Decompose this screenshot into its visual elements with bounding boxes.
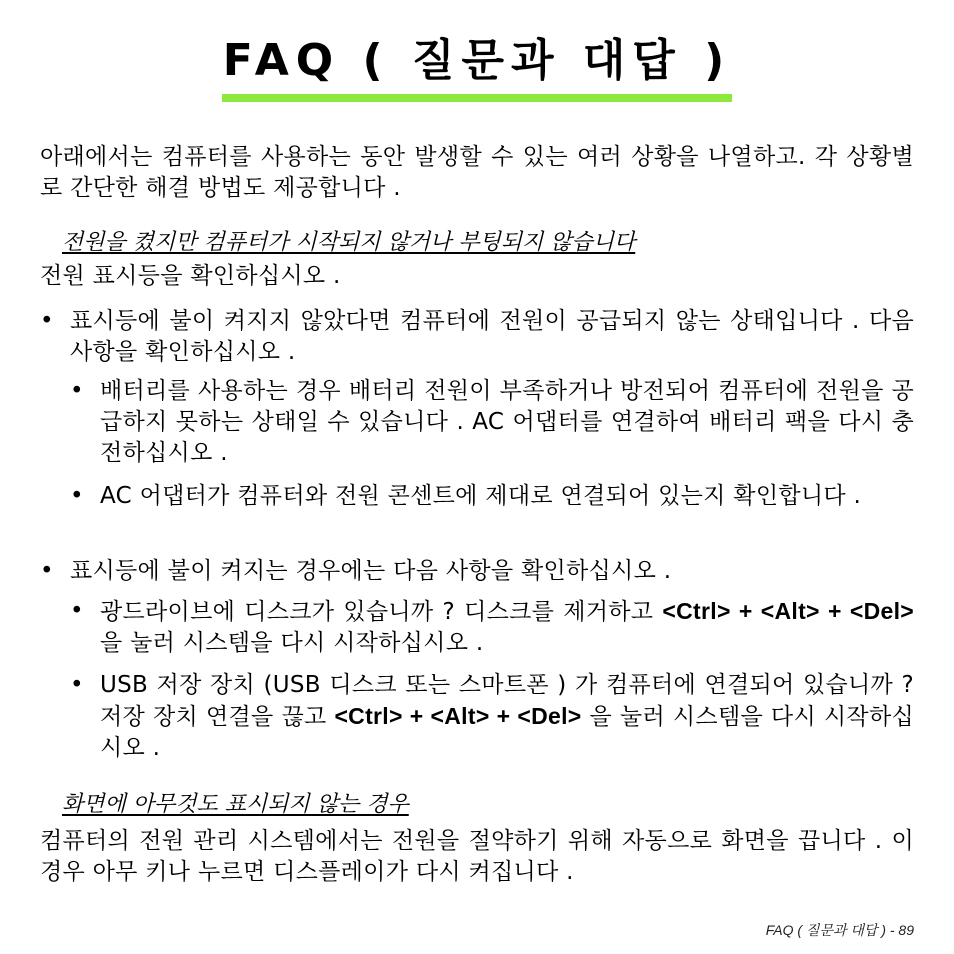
bullet-marker: • xyxy=(70,672,84,698)
sub-bullet-ac-adapter: AC 어댑터가 컴퓨터와 전원 콘센트에 제대로 연결되어 있는지 확인합니다 . xyxy=(100,483,862,509)
sub-bullet-usb-device: USB 저장 장치 (USB 디스크 또는 스마트폰 ) 가 컴퓨터에 연결되어 있습니까 ? 저장 장치 연결을 끊고 <Ctrl> + <Alt> + <Del> 을 눌러 시스템을 다시 시작하십시오 . xyxy=(100,672,914,761)
section-heading-no-display: 화면에 아무것도 표시되지 않는 경우 xyxy=(62,792,409,817)
bullet-indicator-off: 표시등에 불이 켜지지 않았다면 컴퓨터에 전원이 공급되지 않는 상태입니다 . 다음 사항을 확인하십시오 . xyxy=(70,308,914,365)
bullet-marker: • xyxy=(70,598,84,624)
bullet-marker: • xyxy=(70,483,84,509)
bullet-indicator-on: 표시등에 불이 켜지는 경우에는 다음 사항을 확인하십시오 . xyxy=(70,558,672,584)
sub-bullet-optical-drive: 광드라이브에 디스크가 있습니까 ? 디스크를 제거하고 <Ctrl> + <Alt> + <Del> 을 눌러 시스템을 다시 시작하십시오 . xyxy=(100,598,914,656)
key-ctrl: <Ctrl> xyxy=(334,703,403,729)
title-underline xyxy=(222,94,732,102)
bullet-marker: • xyxy=(70,378,84,404)
intro-paragraph: 아래에서는 컴퓨터를 사용하는 동안 발생할 수 있는 여러 상황을 나열하고. 각 상황별로 간단한 해결 방법도 제공합니다 . xyxy=(40,144,914,201)
key-del: <Del> xyxy=(517,703,582,729)
key-ctrl: <Ctrl> xyxy=(662,598,731,624)
no-display-paragraph: 컴퓨터의 전원 관리 시스템에서는 전원을 절약하기 위해 자동으로 화면을 끕니다 . 이 경우 아무 키나 누르면 디스플레이가 다시 켜집니다 . xyxy=(40,828,914,885)
key-del: <Del> xyxy=(849,598,914,624)
key-alt: <Alt> xyxy=(430,703,490,729)
section-heading-power: 전원을 켰지만 컴퓨터가 시작되지 않거나 부팅되지 않습니다 xyxy=(62,230,636,255)
page-title: FAQ ( 질문과 대답 ) xyxy=(222,35,732,86)
key-alt: <Alt> xyxy=(760,598,820,624)
bullet-marker: • xyxy=(40,308,54,334)
page-footer: FAQ ( 질문과 대답 ) - 89 xyxy=(765,922,914,938)
check-power-indicator-text: 전원 표시등을 확인하십시오 . xyxy=(40,263,341,289)
sub-bullet-battery: 배터리를 사용하는 경우 배터리 전원이 부족하거나 방전되어 컴퓨터에 전원을 공급하지 못하는 상태일 수 있습니다 . AC 어댑터를 연결하여 배터리 팩을 다시 충전하십시오 . xyxy=(100,378,914,466)
bullet-marker: • xyxy=(40,558,54,584)
